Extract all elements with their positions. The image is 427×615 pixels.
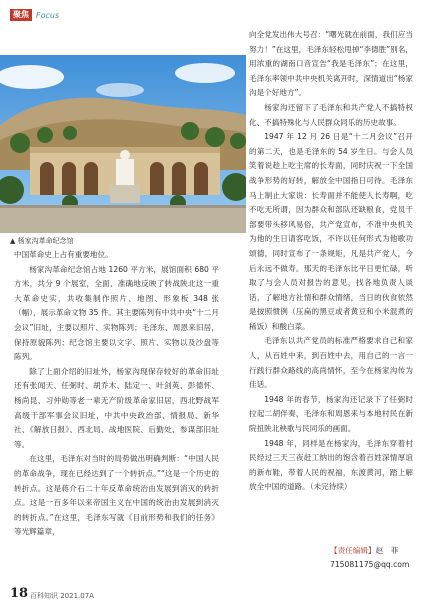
section-tag-en: Focus [36,10,60,20]
paragraph: 1948 年，同样是在杨家沟，毛泽东穿着村民经过三天三夜赶工纳出的饱含着百姓深情厚谊的新布鞋，带着人民的祝福，东渡黄河，踏上解放全中国的道路。（未完待续） [249,438,413,492]
right-column [249,28,413,495]
paragraph: 1948 年的春节，杨家沟还记录下了任弼时拉起二胡伴奏，毛泽东和周恩来与本地村民在新院扭陕北秧歌与民同乐的画面。 [249,394,413,434]
paragraph: 中国革命史上占有重要地位。 [14,250,113,259]
paragraph: 杨家沟革命纪念馆占地 1260 平方米，展馆面积 680 平方米，共分 9 个展室，全面、准确地反映了转战陕北这一重大革命史实，共收集制作照片、地图、形象板 348 张（幅），展示革命文物 35 件。其主要陈列有中共中央“十二月会议”旧址，主要以照片、实物陈列；毛泽东、周恩来旧居，保持原貌陈列；纪念馆主要以文字、照片、实物以及沙盘等陈列。 [14,264,219,362]
left-column [14,248,219,540]
paragraph: 毛泽东以共产党员的标准严格要求自己和家人，从百姓中来，到百姓中去，用自己的一言一行践行群众路线的高尚情怀，至今在杨家沟传为佳话。 [249,336,413,390]
section-header [10,9,59,21]
memorial-hall-photo [0,55,246,233]
editor-label: 【责任编辑】 [330,546,376,555]
paragraph: 1947 年 12 月 26 日是“十二月会议”召开的第二天，也是毛泽东的 54 岁生日。与会人员笑着说趁上吃主席的长寿面，同时庆祝一下全国战争形势的好转，解放全中国指日可待。毛泽东马上制止大家说：长寿面并不能使人长寿啊，吃不吃无所谓，因为群众和部队还缺粮食，党员干部要带头移风易俗，共产党宣布，不准中央机关为他的生日请客吃饭，不许以任何形式为他歌功颂德，同时宣布了一条规矩，凡是共产党人，今后永远不做寿。那天的毛泽东比平日更忙碌，听取了与会人员对报告的意见，找各地负责人谈话，了解地方社情和群众情绪，当日的伙食依然是按照惯例（压扁的黑豆或者黄豆和小米混煮的稀饭）和酸白菜。 [249,132,413,331]
section-tag: 聚焦 [10,9,32,21]
page-number: 18 [10,586,29,601]
paragraph: 杨家沟还留下了毛泽东和共产党人不搞特权化、不搞特殊化与人民群众同乐的历史故事。 [249,102,413,127]
editor-email: 715081175@qq.com [330,560,410,569]
paragraph: 在这里，毛泽东对当时的局势做出明确判断：“中国人民的革命战争，现在已经达到了一个转折点。”“这是一个历史的转折点。这是蒋介石二十年反革命统治由发展到消灭的转折点。这是一百多年以来帝国主义在中国的统治由发展到消灭的转折点。”在这里，毛泽东写就《目前形势和我们的任务》等光辉篇章， [14,454,219,537]
editor-name: 赵 菲 [375,546,399,555]
editor-credit [330,545,398,556]
paragraph: 除了上面介绍的旧址外，杨家沟现保存较好的革命旧址还有张闻天、任弼时、胡乔木、陆定一、叶剑英、彭德怀、杨尚昆、习仲勋等老一辈无产阶级革命家旧居，西北野战军高级干部军事会议旧址，中共中央政治部、情报局、新华社、《解放日报》、西北局、战地医院、后勤处、参谋部旧址等。 [14,366,219,449]
publication-info: 百科知识 2021.07A [30,592,94,600]
photo-caption: ▲ 杨家沟革命纪念馆 [10,237,74,245]
paragraph: 向全党发出伟大号召：“曙光就在前面，我们应当努力！”在这里，毛泽东轻松甩掉“李德胜”别名，用浓重的湖南口音宣告“我是毛泽东”；在这里，毛泽东率领中共中央机关离开时，深情道出“杨家沟是个好地方”。 [249,30,413,98]
memorial-hall-illustration [0,55,246,233]
